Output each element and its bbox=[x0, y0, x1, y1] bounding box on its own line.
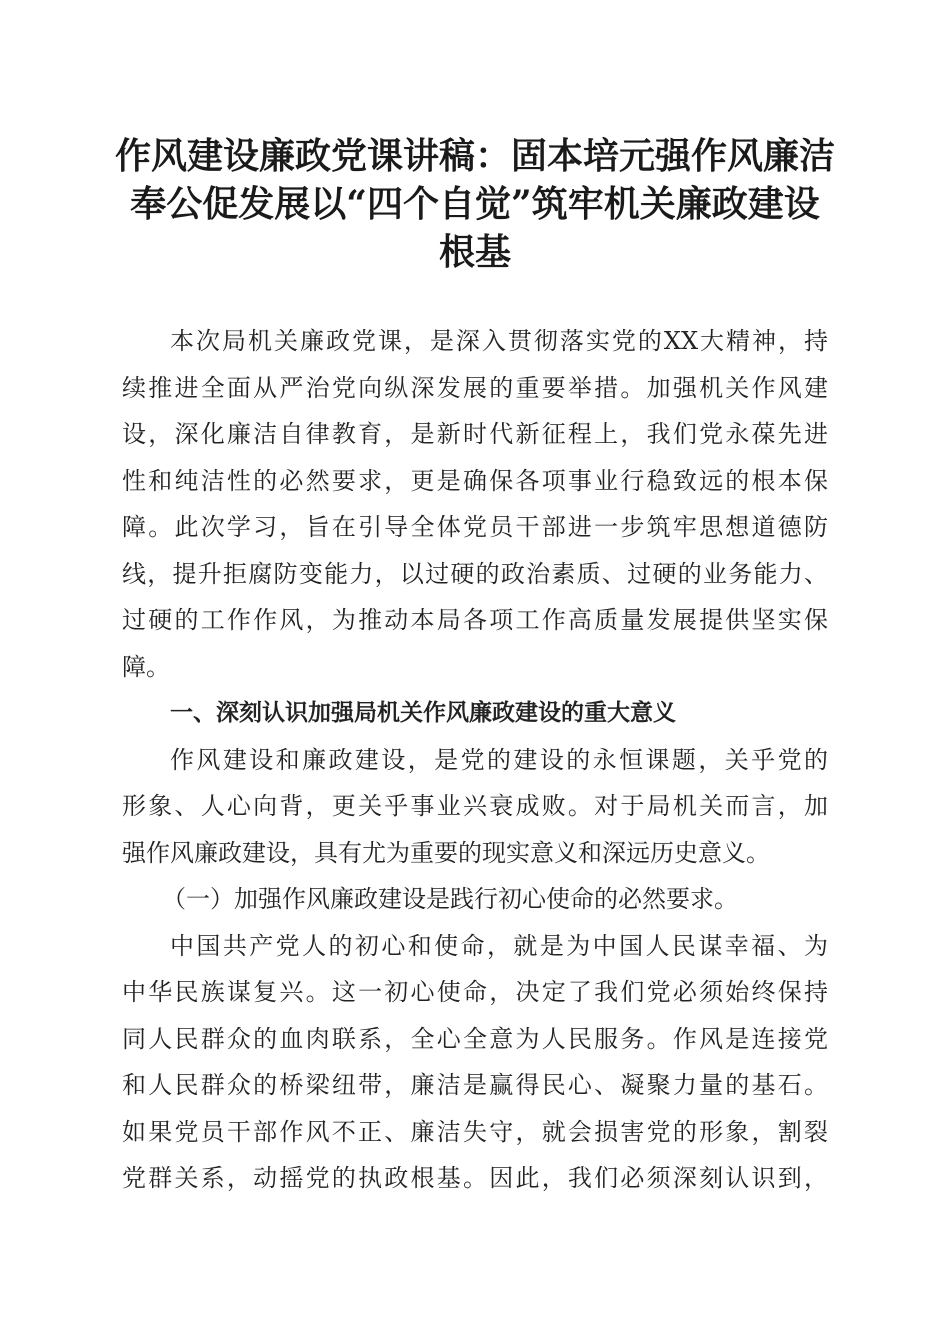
paragraph-line: 如果党员干部作风不正、廉洁失守，就会损害党的形象，割裂 bbox=[122, 1117, 828, 1146]
paragraph-line: 中华民族谋复兴。这一初心使命，决定了我们党必须始终保持 bbox=[122, 978, 828, 1006]
paragraph-line: 障。此次学习，旨在引导全体党员干部进一步筑牢思想道德防 bbox=[122, 513, 828, 541]
document-title bbox=[100, 132, 850, 276]
paragraph-line: 同人民群众的血肉联系，全心全意为人民服务。作风是连接党 bbox=[122, 1024, 828, 1053]
paragraph-line: 线，提升拒腐防变能力，以过硬的政治素质、过硬的业务能力、 bbox=[122, 559, 828, 588]
section-heading: 一、深刻认识加强局机关作风廉政建设的重大意义 bbox=[170, 700, 676, 726]
paragraph-line: 障。 bbox=[122, 652, 170, 681]
paragraph-line: 形象、人心向背，更关乎事业兴衰成败。对于局机关而言，加 bbox=[122, 792, 828, 820]
title-line: 奉公促发展以“四个自觉”筑牢机关廉政建设 bbox=[130, 183, 820, 225]
paragraph-line: 作风建设和廉政建设，是党的建设的永恒课题，关乎党的 bbox=[170, 745, 828, 774]
document-body bbox=[122, 318, 828, 1202]
section-paragraph bbox=[122, 737, 828, 877]
paragraph-line: 强作风廉政建设，具有尤为重要的现实意义和深远历史意义。 bbox=[122, 838, 770, 867]
paragraph-line: 性和纯洁性的必然要求，更是确保各项事业行稳致远的根本保 bbox=[122, 466, 828, 495]
paragraph-line: 续推进全面从严治党向纵深发展的重要举措。加强机关作风建 bbox=[122, 373, 828, 402]
paragraph-line: 中国共产党人的初心和使命，就是为中国人民谋幸福、为 bbox=[170, 931, 828, 960]
paragraph-line: 过硬的工作作风，为推动本局各项工作高质量发展提供坚实保 bbox=[122, 606, 828, 634]
paragraph-line: 本次局机关廉政党课，是深入贯彻落实党的XX大精神，持 bbox=[170, 327, 828, 355]
subsection-heading: （一）加强作风廉政建设是践行初心使命的必然要求。 bbox=[162, 885, 738, 913]
subsection-paragraph bbox=[122, 923, 828, 1202]
paragraph-line: 设，深化廉洁自律教育，是新时代新征程上，我们党永葆先进 bbox=[122, 420, 828, 448]
paragraph-line: 党群关系，动摇党的执政根基。因此，我们必须深刻认识到， bbox=[122, 1164, 828, 1192]
paragraph-line: 和人民群众的桥梁纽带，廉洁是赢得民心、凝聚力量的基石。 bbox=[122, 1071, 828, 1099]
intro-paragraph bbox=[122, 318, 828, 690]
title-line: 作风建设廉政党课讲稿：固本培元强作风廉洁 bbox=[114, 135, 835, 177]
title-line: 根基 bbox=[438, 231, 511, 273]
